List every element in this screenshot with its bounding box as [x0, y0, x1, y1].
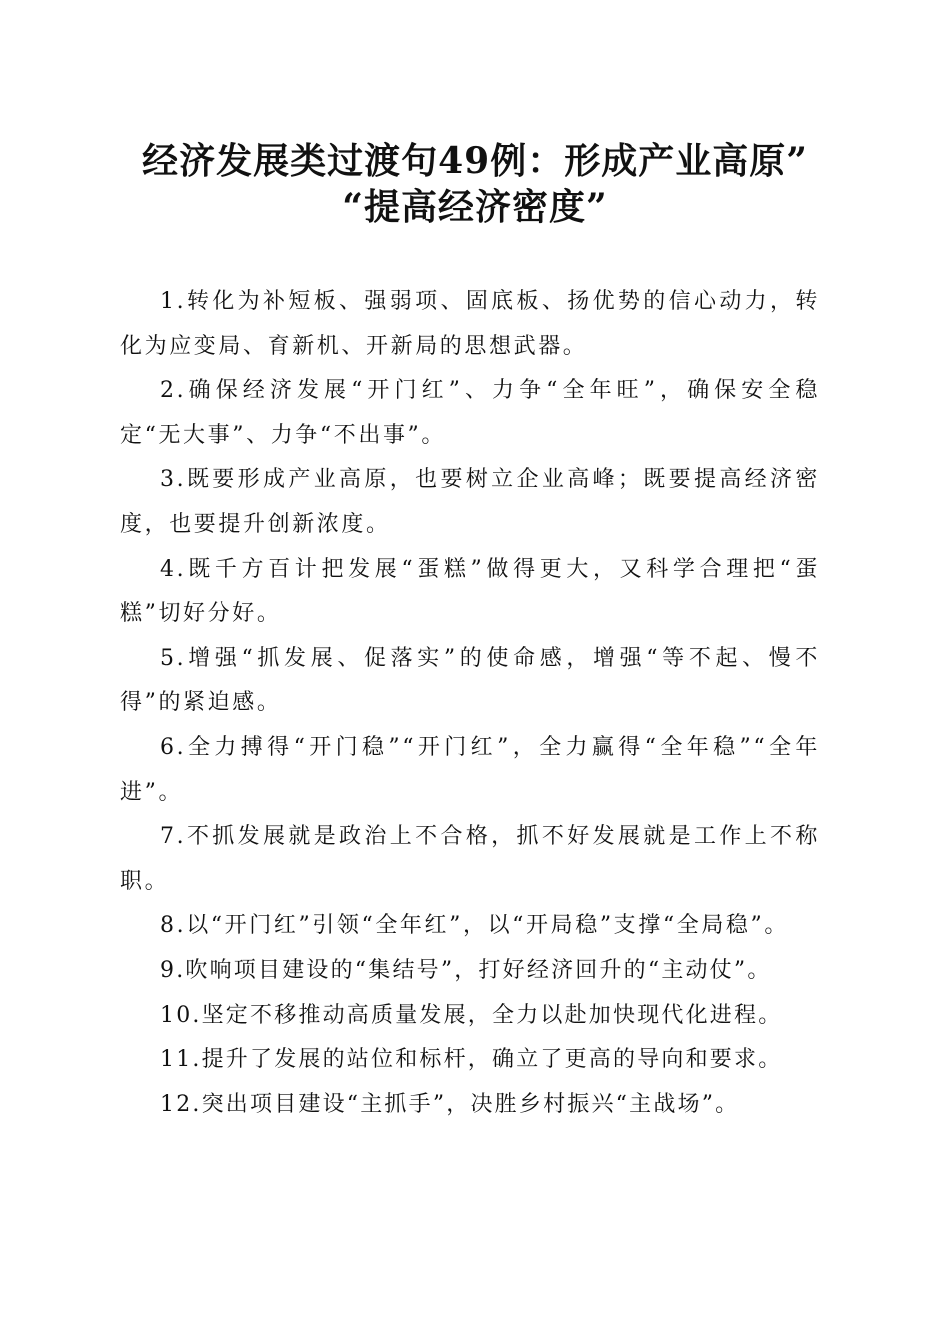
paragraph-4: 4.既千方百计把发展“蛋糕”做得更大，又科学合理把“蛋糕”切好分好。: [120, 556, 820, 627]
paragraph-11: 11.提升了发展的站位和标杆，确立了更高的导向和要求。: [160, 1047, 783, 1073]
paragraph-7: 7.不抓发展就是政治上不合格，抓不好发展就是工作上不称职。: [120, 824, 820, 894]
paragraph-10: 10.坚定不移推动高质量发展，全力以赴加快现代化进程。: [160, 1002, 783, 1028]
paragraph-6: 6.全力搏得“开门稳”“开门红”，全力赢得“全年稳”“全年进”。: [120, 734, 820, 805]
document-title-line-2: “提高经济密度”: [342, 186, 608, 228]
paragraph-12: 12.突出项目建设“主抓手”，决胜乡村振兴“主战场”。: [160, 1091, 740, 1117]
document-body: [120, 280, 820, 1127]
paragraph-9: 9.吹响项目建设的“集结号”，打好经济回升的“主动仗”。: [160, 957, 772, 983]
paragraph-5: 5.增强“抓发展、促落实”的使命感，增强“等不起、慢不得”的紧迫感。: [120, 645, 820, 716]
paragraph-1: 1.转化为补短板、强弱项、固底板、扬优势的信心动力，转化为应变局、育新机、开新局的思想武器。: [120, 289, 820, 359]
paragraph-3: 3.既要形成产业高原，也要树立企业高峰；既要提高经济密度，也要提升创新浓度。: [120, 467, 820, 537]
paragraph-2: 2.确保经济发展“开门红”、力争“全年旺”，确保安全稳定“无大事”、力争“不出事”。: [120, 378, 820, 448]
document-title-line-1: 经济发展类过渡句49例：形成产业高原”: [142, 140, 808, 182]
paragraph-8: 8.以“开门红”引领“全年红”，以“开局稳”支撑“全局稳”。: [160, 913, 789, 939]
